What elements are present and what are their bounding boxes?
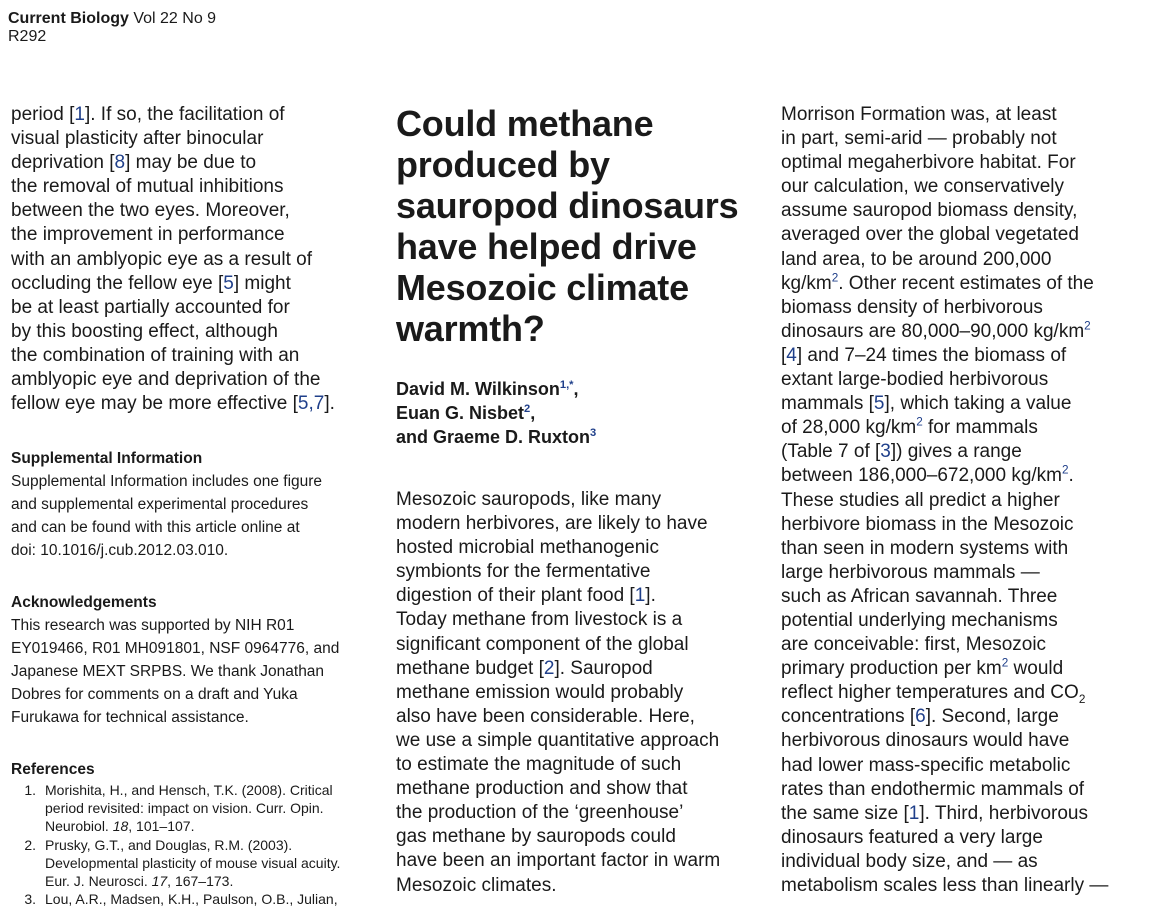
supplemental-heading: Supplemental Information <box>11 450 203 467</box>
text-line: metabolism scales less than linearly — <box>781 875 1109 896</box>
text-line: concentrations [6]. Second, large <box>781 706 1059 728</box>
reference-number: 1. <box>24 782 36 798</box>
reference-item <box>11 781 340 836</box>
text-line: gas methane by sauropods could <box>396 826 676 848</box>
text-line: be at least partially accounted for <box>11 296 290 318</box>
citation-link[interactable]: 3 <box>880 441 891 463</box>
supplemental-section <box>11 447 322 562</box>
text-line: we use a simple quantitative approach <box>396 729 720 751</box>
reference-item <box>11 890 340 908</box>
right-column-paragraph <box>781 103 1151 898</box>
acknowledgements-heading: Acknowledgements <box>11 594 157 611</box>
reference-list <box>11 781 340 908</box>
article-title-block <box>396 103 761 349</box>
right-column-text <box>781 103 1151 898</box>
volume-number: 18 <box>112 818 129 835</box>
text-line: Eur. J. Neurosci. 17, 167–173. <box>45 873 234 890</box>
text-line: our calculation, we conservatively <box>781 176 1065 198</box>
title-line: Could methane <box>396 103 654 144</box>
text-line: significant component of the global <box>396 633 689 655</box>
references-heading: References <box>11 761 95 778</box>
superscript: 3 <box>590 427 597 439</box>
text-line: fellow eye may be more effective [5,7]. <box>11 393 335 415</box>
reference-text <box>45 890 338 908</box>
text-line: mammals [5], which taking a value <box>781 393 1072 415</box>
reference-item <box>11 836 340 891</box>
title-line: sauropod dinosaurs <box>396 185 739 226</box>
text-line: Developmental plasticity of mouse visual acuity. <box>45 854 341 871</box>
title-line: produced by <box>396 144 610 185</box>
reference-text <box>45 836 340 891</box>
text-line: hosted microbial methanogenic <box>396 537 659 559</box>
text-line: Furukawa for technical assistance. <box>11 709 249 727</box>
text-line: the same size [1]. Third, herbivorous <box>781 802 1088 824</box>
superscript: 2 <box>831 271 839 285</box>
text-line: amblyopic eye and deprivation of the <box>11 369 321 391</box>
text-line: also have been considerable. Here, <box>396 705 695 727</box>
text-line: Dobres for comments on a draft and Yuka <box>11 686 298 704</box>
text-line: Morishita, H., and Hensch, T.K. (2008). Critical <box>45 782 333 798</box>
text-line: extant large-bodied herbivorous <box>781 369 1049 391</box>
superscript: 2 <box>1001 656 1009 670</box>
text-line: the removal of mutual inhibitions <box>11 176 284 198</box>
text-line: herbivorous dinosaurs would have <box>781 730 1070 752</box>
references-section <box>11 758 340 908</box>
text-line: such as African savannah. Three <box>781 585 1058 607</box>
subscript: 2 <box>1078 693 1086 707</box>
text-line: and Graeme D. Ruxton$^3$ <box>396 427 597 447</box>
text-line: individual body size, and — as <box>781 850 1038 872</box>
text-line: by this boosting effect, although <box>11 320 278 342</box>
journal-line <box>8 10 216 28</box>
text-line: (Table 7 of [3]) gives a range <box>781 441 1022 463</box>
text-line: had lower mass-specific metabolic <box>781 754 1071 776</box>
text-line: between the two eyes. Moreover, <box>11 200 290 222</box>
text-line: with an amblyopic eye as a result of <box>11 248 312 270</box>
acknowledgements-text <box>11 614 339 729</box>
citation-link[interactable]: 4 <box>786 344 797 366</box>
citation-link[interactable]: 2 <box>543 657 555 679</box>
text-line: the combination of training with an <box>11 344 300 366</box>
text-line: have been an important factor in warm <box>396 850 721 872</box>
text-line: occluding the fellow eye [5] might <box>11 272 291 294</box>
text-line: modern herbivores, are likely to have <box>396 513 708 535</box>
reference-number: 3. <box>24 891 36 908</box>
title-line: have helped drive <box>396 226 697 267</box>
text-line: digestion of their plant food [1]. <box>396 585 656 607</box>
text-line: methane emission would probably <box>396 681 684 703</box>
acknowledgements-section <box>11 591 339 729</box>
left-column-text <box>11 103 376 416</box>
text-line: between 186,000–672,000 kg/km$^2$. <box>781 464 1074 487</box>
citation-link[interactable]: 1 <box>908 802 920 824</box>
text-line: in part, semi-arid — probably not <box>781 128 1057 150</box>
text-line: deprivation [8] may be due to <box>11 152 257 174</box>
text-line: dinosaurs featured a very large <box>781 826 1043 848</box>
citation-link[interactable]: 1 <box>634 585 646 607</box>
superscript: 2 <box>524 403 531 415</box>
journal-name: Current Biology <box>8 10 129 27</box>
page-number: R292 <box>8 28 47 45</box>
citation-link[interactable]: 1 <box>74 104 85 125</box>
text-line: methane budget [2]. Sauropod <box>396 657 653 679</box>
left-column-paragraph <box>11 103 376 416</box>
title-line: Mesozoic climate <box>396 267 689 308</box>
text-line: large herbivorous mammals — <box>781 561 1040 583</box>
text-line: and can be found with this article online at <box>11 519 300 537</box>
superscript: 2 <box>1062 464 1069 478</box>
text-line: These studies all predict a higher <box>781 489 1060 511</box>
text-line: the improvement in performance <box>11 224 285 246</box>
text-line: dinosaurs are 80,000–90,000 kg/km$^2$ <box>781 319 1091 342</box>
citation-link[interactable]: 5 <box>873 393 885 415</box>
text-line: Japanese MEXT SRPBS. We thank Jonathan <box>11 663 325 681</box>
supplemental-text <box>11 470 322 562</box>
citation-link[interactable]: 5 <box>223 272 234 294</box>
text-line: of 28,000 kg/km$^2$ for mammals <box>781 415 1038 439</box>
superscript: 2 <box>916 415 923 429</box>
reference-text <box>45 781 333 836</box>
text-line: primary production per km$^2$ would <box>781 656 1064 680</box>
title-line: warmth? <box>396 308 545 349</box>
article-title <box>396 103 761 349</box>
text-line: biomass density of herbivorous <box>781 296 1043 318</box>
text-line: herbivore biomass in the Mesozoic <box>781 513 1074 535</box>
text-line: Morrison Formation was, at least <box>781 104 1057 125</box>
superscript: 1,* <box>559 379 574 391</box>
citation-link[interactable]: 6 <box>915 706 926 728</box>
text-line: and supplemental experimental procedures <box>11 496 309 514</box>
article-intro <box>396 488 761 898</box>
text-line: Today methane from livestock is a <box>396 609 683 631</box>
journal-issue: Vol 22 No 9 <box>128 10 217 27</box>
text-line: land area, to be around 200,000 <box>781 248 1052 270</box>
text-line: reflect higher temperatures and $CO_2$ <box>781 682 1086 707</box>
text-line: assume sauropod biomass density, <box>781 200 1078 222</box>
text-line: are conceivable: first, Mesozoic <box>781 634 1047 656</box>
text-line: Prusky, G.T., and Douglas, R.M. (2003). <box>45 836 293 853</box>
text-line: the production of the ‘greenhouse’ <box>396 802 684 824</box>
article-intro-paragraph <box>396 488 761 898</box>
text-line: Euan G. Nisbet$^2$, <box>396 403 536 423</box>
text-line: Mesozoic climates. <box>396 874 557 896</box>
text-line: Supplemental Information includes one figure <box>11 473 323 490</box>
text-line: [4] and 7–24 times the biomass of <box>781 344 1067 366</box>
text-line: This research was supported by NIH R01 <box>11 617 295 634</box>
superscript: 2 <box>1084 319 1091 333</box>
text-line: period [1]. If so, the facilitation of <box>11 104 285 125</box>
author-list <box>396 377 596 449</box>
text-line: Neurobiol. 18, 101–107. <box>45 818 195 835</box>
citation-link[interactable]: 8 <box>114 152 126 174</box>
reference-number: 2. <box>24 836 36 853</box>
text-line: Lou, A.R., Madsen, K.H., Paulson, O.B., Julian, <box>45 891 338 908</box>
text-line: methane production and show that <box>396 778 688 800</box>
volume-number: 17 <box>151 873 168 890</box>
text-line: doi: 10.1016/j.cub.2012.03.010. <box>11 542 229 560</box>
text-line: averaged over the global vegetated <box>781 224 1079 246</box>
text-line: kg/km$^2$. Other recent estimates of the <box>781 271 1094 294</box>
text-line: to estimate the magnitude of such <box>396 754 682 776</box>
text-line: period revisited: impact on vision. Curr. Opin. <box>45 800 324 817</box>
text-line: optimal megaherbivore habitat. For <box>781 152 1076 174</box>
text-line: symbionts for the fermentative <box>396 561 651 583</box>
text-line: than seen in modern systems with <box>781 537 1069 559</box>
citation-link[interactable]: 5,7 <box>297 393 325 415</box>
text-line: Mesozoic sauropods, like many <box>396 489 662 510</box>
running-header <box>8 10 216 46</box>
text-line: visual plasticity after binocular <box>11 128 264 150</box>
text-line: David M. Wilkinson$^{1,*}$, <box>396 379 579 399</box>
text-line: rates than endothermic mammals of <box>781 778 1085 800</box>
text-line: EY019466, R01 MH091801, NSF 0964776, and <box>11 640 340 658</box>
text-line: potential underlying mechanisms <box>781 609 1058 631</box>
